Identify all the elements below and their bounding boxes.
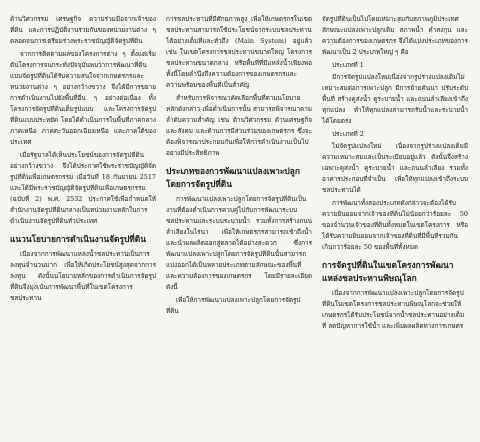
list-item-label: ประเภทที่ 1 <box>332 61 364 69</box>
paragraph: การพัฒนาทั้งสองประเภทดังกล่าวจะต้องได้รับความยินยอมจากเจ้าของที่ดินไม่น้อยกว่าร้อยละ 50 ของจำนวนเจ้าของที่ดินทั้งหมดในเขตโครงการ หรือได้รับความยินยอมจากเจ้าของที่ดินที่มีพื้นที่รวมกันเกินกว่าร้อยละ 50 ของพื้นที่ทั้งหมด <box>322 199 468 251</box>
paragraph: เพื่อให้การพัฒนาแปลงเพาะปลูกโดยการจัดรูปที่ดิน <box>166 296 301 315</box>
section-heading: การจัดรูปที่ดินในเขตโครงการพัฒนาแหล่งชลประทานพิษณุโลก <box>322 260 454 283</box>
text-column-left <box>10 14 156 306</box>
text-column-middle <box>166 14 312 319</box>
paragraph: เนื่องจากการพัฒนาแหล่งน้ำชลประทานเป็นการลงทุนจำนวนมาก เพื่อให้เกิดประโยชน์สูงสุดจากการลงทุน ดังนั้นนโยบายหลักของการดำเนินการจัดรูปที่ดินจึงมุ่งเน้นการพัฒนาพื้นที่ในเขตโครงการชลประทาน <box>10 250 156 302</box>
paragraph: จากการติดตามผลของโครงการต่าง ๆ ตั้งแต่เริ่มต้นโครงการจนกระทั่งปัจจุบันพบว่าการพัฒนาที่ดินแบบจัดรูปที่ดินได้รับความสนใจจากเกษตรกรและหน่วยงานต่าง ๆ อย่างกว้างขวาง จึงได้มีการขยายการดำเนินงานไปยังพื้นที่อื่น ๆ อย่างต่อเนื่อง ทั้งโครงการจัดรูปที่ดินเต็มรูปแบบ และโครงการจัดรูปที่ดินแบบประหยัด โดยได้ดำเนินการในพื้นที่ภาคกลาง ภาคเหนือ ภาคตะวันออกเฉียงเหนือ และภาคใต้ของประเทศ <box>10 50 156 146</box>
section-heading: แนวนโยบายการดำเนินงานจัดรูปที่ดิน <box>10 234 146 244</box>
paragraph: เนื่องจากการพัฒนาแปลงเพาะปลูกโดยการจัดรูปที่ดินในเขตโครงการชลประทานพิษณุโลกจะช่วยให้เกษตรกรได้รับประโยชน์จากน้ำชลประทานอย่างเต็มที่ ลดปัญหาการใช้น้ำ และเพิ่มผลผลิตทางการเกษตร <box>322 289 465 330</box>
section-heading: ประเภทของการพัฒนาแปลงเพาะปลูกโดยการจัดรูปที่ดิน <box>166 166 300 189</box>
paragraph: มีการจัดรูปแปลงใหม่เนื่องจากรูปร่างแปลงเดิมไม่เหมาะสมต่อการเพาะปลูก มีการย้ายคันนา ปรับระดับพื้นที่ สร้างคูส่งน้ำ คูระบายน้ำ และถนนลำเลียงเข้าถึงทุกแปลง ทำให้ทุกแปลงสามารถรับน้ำและระบายน้ำได้โดยตรง <box>322 73 468 125</box>
paragraph: ไม่จัดรูปแปลงใหม่ เนื่องจากรูปร่างแปลงเดิมมีความเหมาะสมและเป็นระเบียบอยู่แล้ว ดังนั้นจึงสร้างเฉพาะคูส่งน้ำ คูระบายน้ำ และถนนลำเลียง รวมทั้งอาคารประกอบที่จำเป็น เพื่อให้ทุกแปลงเข้าถึงระบบชลประทานได้ <box>322 142 468 194</box>
text-column-right <box>322 14 468 334</box>
paragraph: สำหรับการพิจารณาคัดเลือกพื้นที่ตามนโยบายหลักดังกล่าว เพื่อดำเนินการนั้น สามารถพิจารณาตามลำดับความสำคัญ เช่น ด้านวิศวกรรม ด้านเศรษฐกิจและสังคม และด้านการมีส่วนร่วมของเกษตรกร ซึ่งจะต้องพิจารณาประกอบกันเพื่อให้การดำเนินงานเป็นไปอย่างมีประสิทธิภาพ <box>166 94 312 157</box>
paragraph: เมื่อรัฐบาลได้เห็นประโยชน์ของการจัดรูปที่ดินอย่างกว้างขวาง จึงได้ประกาศใช้พระราชบัญญัติจัดรูปที่ดินเพื่อเกษตรกรรม เมื่อวันที่ 18 กันยายน 2517 และได้มีพระราชบัญญัติจัดรูปที่ดินเพื่อเกษตรกรรม (ฉบับที่ 2) พ.ศ. 2532 ประกาศใช้เพื่อกำหนดให้สำนักงานจัดรูปที่ดินกลางเป็นหน่วยงานหลักในการดำเนินงานจัดรูปที่ดินทั่วประเทศ <box>10 151 156 225</box>
paragraph: ด้านวิศวกรรม เศรษฐกิจ ความร่วมมือจากเจ้าของที่ดิน และการปฏิบัติงานร่วมกันของหน่วยงานต่าง ๆ ตลอดจนการเตรียมร่างพระราชบัญญัติจัดรูปที่ดิน <box>10 15 156 45</box>
paragraph: จัดรูปที่ดินเป็นไปโดยเหมาะสมกับสภาพภูมิประเทศ ลักษณะแปลงเพาะปลูกเดิม สภาพน้ำ คำสงกุน และความต้องการของเกษตรกร จึงได้แบ่งประเภทของการพัฒนาเป็น 2 ประเภทใหญ่ ๆ คือ <box>322 15 468 56</box>
paragraph: การพัฒนาแปลงเพาะปลูกโดยการจัดรูปที่ดินเป็นงานที่ต้องดำเนินการควบคู่ไปกับการพัฒนาระบบชลประทานและระบบระบายน้ำ รวมทั้งการสร้างถนนลำเลียงในไร่นา เพื่อให้เกษตรกรสามารถเข้าถึงน้ำและนำผลผลิตออกสู่ตลาดได้อย่างสะดวก ซึ่งการพัฒนาแปลงเพาะปลูกโดยการจัดรูปที่ดินนั้นสามารถแบ่งออกได้เป็นหลายประเภทตามลักษณะของพื้นที่และความต้องการของเกษตรกร โดยมีรายละเอียดดังนี้ <box>166 195 312 291</box>
list-item-label: ประเภทที่ 2 <box>332 130 364 138</box>
paragraph: การชลประทานที่มีศักยภาพสูง เพื่อให้เกษตรกรในเขตชลประทานสามารถใช้ประโยชน์จากระบบชลประทานได้อย่างเต็มที่และทั่วถึง (Main System) อยู่แล้ว เช่น ในเขตโครงการชลประทานขนาดใหญ่ โครงการชลประทานขนาดกลาง หรือพื้นที่ที่มีแหล่งน้ำเพียงพอ ทั้งนี้โดยคำนึงถึงความต้องการของเกษตรกรและความพร้อมของพื้นที่เป็นสำคัญ <box>166 15 312 89</box>
